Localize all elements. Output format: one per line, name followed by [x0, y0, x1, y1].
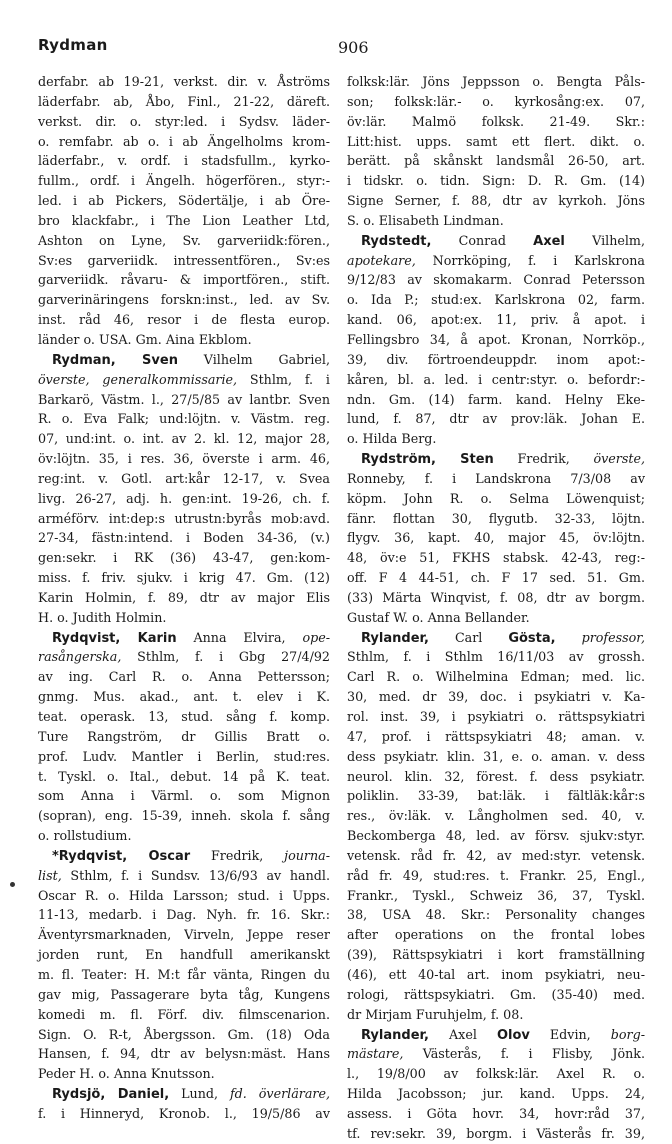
entry-text: garveriidk. råvaru- & importfören., stift.: [38, 272, 330, 288]
entry-text: kand. 06, apot:ex. 11, priv. å apot. i: [347, 312, 645, 328]
entry-text: gnmg. Mus. akad., ant. t. elev i K.: [38, 689, 330, 705]
text-line: [38, 905, 330, 925]
entry-text: lund, f. 87, dtr av prov:läk. Johan E.: [347, 411, 645, 427]
entry-text: rol. inst. 39, i psykiatri o. rättspsykiatri: [347, 709, 645, 724]
text-line: [347, 270, 645, 290]
entry-text: Karin Holmin, f. 89, dtr av major Elis: [38, 589, 330, 605]
text-line: [347, 1124, 645, 1144]
text-line: [38, 191, 330, 211]
text-line: [38, 72, 330, 92]
text-line: [38, 806, 330, 826]
text-line: [347, 925, 645, 945]
entry-text: Oscar R. o. Hilda Larsson; stud. i Upps.: [38, 887, 330, 903]
entry-text: son; folksk:lär.- o. kyrkosång:ex. 07,: [347, 93, 645, 109]
text-line: [347, 112, 645, 132]
page-number: 906: [338, 38, 369, 57]
entry-title-italic: ope-: [302, 629, 330, 645]
entry-text: gen:sekr. i RK (36) 43-47, gen:kom-: [38, 550, 330, 566]
right-column: [347, 72, 645, 1144]
entry-text: dess psykiatr. klin. 31, e. o. aman. v. dess: [347, 748, 645, 764]
entry-text: Äventyrsmarknaden, Virveln, Jeppe reser: [38, 927, 330, 943]
entry-headword-given: Axel: [533, 233, 565, 249]
entry-text: berätt. på skånskt landsmål 26-50, art.: [347, 153, 645, 169]
entry-first-line: [38, 628, 330, 648]
entry-text: kåren, bl. a. led. i centr:styr. o. befordr:-: [347, 371, 645, 387]
entry-text: off. F 4 44-51, ch. F 17 sed. 51. Gm.: [347, 570, 645, 586]
text-line: [347, 489, 645, 509]
entry-text: fänr. flottan 30, flygutb. 32-33, löjtn.: [347, 510, 645, 526]
text-line: [347, 191, 645, 211]
text-line: [38, 767, 330, 787]
text-line: [38, 429, 330, 449]
text-line: [38, 727, 330, 747]
text-line: [38, 290, 330, 310]
text-line: [38, 310, 330, 330]
entry-text: H. o. Judith Holmin.: [38, 609, 167, 625]
text-line: [347, 945, 645, 965]
text-line: [347, 211, 645, 231]
text-line: [38, 449, 330, 469]
text-line: [38, 251, 330, 271]
entry-text: komedi m. fl. Förf. div. filmscenarion.: [38, 1006, 330, 1022]
entry-text: Signe Serner, f. 88, dtr av kyrkoh. Jöns: [347, 193, 645, 209]
text-line: [347, 251, 645, 271]
entry-text: poliklin. 33-39, bat:läk. i fältläk:kår:s: [347, 788, 645, 804]
entry-text: läderfabr., v. ordf. i stadsfullm., kyrko-: [38, 153, 330, 169]
entry-headword-given: Olov: [496, 1027, 530, 1043]
text-line: [38, 1025, 330, 1045]
entry-text: f. i Hinneryd, Kronob. l., 19/5/86 av: [38, 1105, 330, 1121]
entry-text: after operations on the frontal lobes: [347, 927, 645, 943]
entry-text: led. i ab Pickers, Södertälje, i ab Öre-: [38, 193, 330, 209]
entry-title-italic: borg-: [610, 1026, 645, 1042]
text-line: [38, 886, 330, 906]
entry-text: 48, öv:e 51, FKHS stabsk. 42-43, reg:-: [347, 550, 645, 566]
entry-text: Ashton on Lyne, Sv. garveriidk:fören.,: [38, 232, 330, 248]
text-line: [347, 370, 645, 390]
entry-text: teat. operask. 13, stud. sång f. komp.: [38, 709, 330, 724]
entry-headword: Rydsjö, Daniel,: [52, 1087, 170, 1103]
text-line: [347, 1005, 645, 1025]
entry-text: Hilda Jacobsson; jur. kand. Upps. 24,: [347, 1086, 645, 1102]
text-line: [38, 747, 330, 767]
text-line: [347, 985, 645, 1005]
text-line: [347, 548, 645, 568]
entry-title-italic: överste, generalkommissarie,: [38, 371, 238, 387]
text-line: [38, 945, 330, 965]
running-head-word: Rydman: [38, 36, 108, 54]
text-line: [38, 687, 330, 707]
text-line: [38, 925, 330, 945]
entry-text: neurol. klin. 32, förest. f. dess psykiatr.: [347, 768, 645, 784]
entry-title-italic: rasångerska,: [38, 649, 122, 665]
text-line: [38, 528, 330, 548]
text-line: [38, 826, 330, 846]
entry-first-line: [38, 846, 330, 866]
text-line: [347, 905, 645, 925]
text-line: [38, 151, 330, 171]
entry-text: Beckomberga 48, led. av försv. sjukv:styr.: [347, 828, 645, 844]
text-line: [347, 92, 645, 112]
left-column: [38, 72, 330, 1124]
text-line: [347, 727, 645, 747]
entry-text: köpm. John R. o. Selma Löwenquist;: [347, 490, 645, 506]
entry-text: Carl R. o. Wilhelmina Edman; med. lic.: [347, 669, 645, 685]
entry-title-italic: list,: [38, 867, 62, 883]
text-line: [38, 608, 330, 628]
entry-headword: Rylander,: [361, 1027, 429, 1043]
entry-text: arméförv. int:dep:s utrustn:byrås mob:avd.: [38, 510, 330, 526]
entry-text: Lund,: [169, 1086, 219, 1102]
entry-text: Sthlm, f. i Sthlm 16/11/03 av grossh.: [347, 649, 645, 665]
entry-text: (39), Rättspsykiatri i kort framställning: [347, 947, 645, 963]
text-line: [38, 469, 330, 489]
text-line: [38, 231, 330, 251]
entry-text: o. Ida P.; stud:ex. Karlskrona 02, farm.: [347, 292, 645, 308]
text-line: [347, 866, 645, 886]
text-line: [347, 132, 645, 152]
text-line: [347, 846, 645, 866]
text-line: [347, 429, 645, 449]
text-line: [347, 290, 645, 310]
entry-text: m. fl. Teater: H. M:t får vänta, Ringen du: [38, 966, 330, 982]
margin-mark: [10, 882, 15, 887]
text-line: [347, 469, 645, 489]
entry-text: Vilhelm,: [564, 232, 645, 248]
entry-text: o. remfabr. ab o. i ab Ängelholms krom-: [38, 133, 330, 149]
entry-text: Ronneby, f. i Landskrona 7/3/08 av: [347, 470, 645, 486]
entry-text: jorden runt, En handfull amerikanskt: [38, 947, 330, 963]
entry-title-italic: fd. överlärare,: [218, 1086, 330, 1102]
entry-text: derfabr. ab 19-21, verkst. dir. v. Åströms: [38, 74, 330, 89]
entry-text: Fellingsbro 34, å apot. Kronan, Norrköp.,: [347, 331, 645, 347]
text-line: [347, 588, 645, 608]
entry-text: 07, und:int. o. int. av 2. kl. 12, major 28,: [38, 431, 330, 447]
entry-text: Carl: [428, 629, 509, 645]
text-line: [38, 390, 330, 410]
entry-text: länder o. USA. Gm. Aina Ekblom.: [38, 331, 252, 347]
entry-text: Västerås, f. i Flisby, Jönk.: [403, 1046, 645, 1062]
text-line: [38, 1044, 330, 1064]
entry-text: Gustaf W. o. Anna Bellander.: [347, 609, 530, 625]
entry-text: bro klackfabr., i The Lion Leather Ltd,: [38, 212, 330, 228]
text-line: [38, 1104, 330, 1124]
text-line: [347, 806, 645, 826]
entry-text: Barkarö, Västm. l., 27/5/85 av lantbr. Sven: [38, 391, 330, 407]
entry-text: 38, USA 48. Skr.: Personality changes: [347, 907, 645, 923]
entry-text: Conrad: [431, 232, 534, 248]
text-line: [347, 1084, 645, 1104]
text-line: [38, 568, 330, 588]
entry-text: [556, 630, 582, 645]
text-line: [38, 965, 330, 985]
entry-text: 30, med. dr 39, doc. i psykiatri v. Ka-: [347, 689, 645, 705]
text-line: [347, 528, 645, 548]
text-line: [38, 509, 330, 529]
entry-title-italic: apotekare,: [347, 252, 416, 268]
entry-first-line: [347, 628, 645, 648]
entry-text: Fredrik,: [190, 847, 285, 863]
entry-first-line: [38, 1084, 330, 1104]
entry-headword-given: Gösta,: [508, 630, 556, 646]
entry-text: Axel: [428, 1026, 497, 1042]
text-line: [38, 647, 330, 667]
entry-text: flygv. 36, kapt. 40, major 45, öv:löjtn.: [347, 530, 645, 546]
entry-title-italic: professor,: [581, 629, 645, 645]
entry-text: assess. i Göta hovr. 34, hovr:råd 37,: [347, 1105, 645, 1121]
text-line: [347, 568, 645, 588]
entry-text: fullm., ordf. i Ängelh. högerfören., styr:-: [38, 173, 330, 189]
entry-headword: Rydström, Sten: [361, 452, 494, 468]
text-line: [347, 390, 645, 410]
text-line: [38, 132, 330, 152]
entry-text: läderfabr. ab, Åbo, Finl., 21-22, däreft.: [38, 93, 330, 109]
entry-text: Frankr., Tyskl., Schweiz 36, 37, Tyskl.: [347, 887, 645, 903]
entry-text: Sthlm, f. i Gbg 27/4/92: [121, 649, 330, 665]
entry-text: (sopran), eng. 15-39, inneh. skola f. sång: [38, 808, 330, 824]
text-line: [347, 151, 645, 171]
entry-first-line: [347, 231, 645, 251]
text-line: [347, 707, 645, 727]
entry-text: öv:löjtn. 35, i res. 36, överste i arm. 46,: [38, 451, 330, 467]
entry-text: Litt:hist. upps. samt ett flert. dikt. o.: [347, 133, 645, 149]
entry-text: R. o. Eva Falk; und:löjtn. v. Västm. reg.: [38, 411, 330, 427]
entry-text: Sthlm, f. i Sundsv. 13/6/93 av handl.: [61, 867, 330, 883]
text-line: [38, 270, 330, 290]
entry-text: Sthlm, f. i: [237, 371, 330, 387]
text-line: [38, 92, 330, 112]
text-line: [347, 786, 645, 806]
text-line: [38, 211, 330, 231]
text-line: [347, 171, 645, 191]
text-line: [347, 767, 645, 787]
entry-title-italic: överste,: [593, 451, 645, 467]
text-line: [38, 985, 330, 1005]
entry-text: Vilhelm Gabriel,: [177, 351, 331, 367]
text-line: [38, 548, 330, 568]
entry-text: gav mig, Passagerare byta tåg, Kungens: [38, 986, 330, 1002]
entry-text: (46), ett 40-tal art. inom psykiatri, neu-: [347, 966, 645, 982]
entry-text: garverinäringens forskn:inst., led. av Sv.: [38, 292, 330, 308]
text-line: [38, 707, 330, 727]
text-line: [347, 886, 645, 906]
text-line: [347, 72, 645, 92]
text-line: [38, 409, 330, 429]
entry-text: i tidskr. o. tidn. Sign: D. R. Gm. (14): [347, 173, 645, 189]
entry-text: rologi, rättspsykiatri. Gm. (35-40) med.: [347, 986, 645, 1002]
entry-text: av ing. Carl R. o. Anna Pettersson;: [38, 669, 330, 685]
entry-text: Hansen, f. 94, dtr av belysn:mäst. Hans: [38, 1046, 330, 1062]
text-line: [347, 747, 645, 767]
text-line: [347, 1064, 645, 1084]
entry-text: Edvin,: [529, 1026, 611, 1042]
entry-text: råd fr. 49, stud:res. t. Frankr. 25, Engl.,: [347, 867, 645, 883]
entry-text: o. Hilda Berg.: [347, 431, 437, 447]
entry-text: Fredrik,: [493, 451, 594, 467]
entry-text: S. o. Elisabeth Lindman.: [347, 212, 504, 228]
entry-text: livg. 26-27, adj. h. gen:int. 19-26, ch. f.: [38, 490, 330, 506]
entry-first-line: [347, 1025, 645, 1045]
text-line: [38, 171, 330, 191]
entry-text: som Anna i Värml. o. som Mignon: [38, 788, 330, 804]
entry-text: 27-34, fästn:intend. i Boden 34-36, (v.): [38, 530, 330, 546]
text-line: [347, 965, 645, 985]
entry-headword: Rydstedt,: [361, 233, 432, 249]
entry-text: verkst. dir. o. styr:led. i Sydsv. läder-: [38, 113, 330, 129]
entry-headword: Rydqvist, Karin: [52, 630, 177, 646]
entry-text: Peder H. o. Anna Knutsson.: [38, 1066, 215, 1082]
text-line: [38, 786, 330, 806]
text-line: [347, 330, 645, 350]
text-line: [347, 350, 645, 370]
entry-text: Norrköping, f. i Karlskrona: [415, 252, 645, 268]
entry-text: 9/12/83 av skomakarm. Conrad Petersson: [347, 272, 645, 288]
entry-text: dr Mirjam Furuhjelm, f. 08.: [347, 1006, 524, 1022]
entry-text: Sv:es garveriidk. intressentfören., Sv:es: [38, 252, 330, 268]
entry-headword: Rydman, Sven: [52, 352, 178, 368]
text-line: [38, 866, 330, 886]
entry-title-italic: mästare,: [347, 1046, 404, 1062]
entry-text: res., öv:läk. v. Långholmen sed. 40, v.: [347, 808, 645, 824]
entry-text: (33) Märta Winqvist, f. 08, dtr av borgm.: [347, 589, 645, 605]
text-line: [347, 409, 645, 429]
text-line: [38, 588, 330, 608]
text-line: [38, 1064, 330, 1084]
entry-text: tf. rev:sekr. 39, borgm. i Västerås fr. 39,: [347, 1125, 645, 1141]
text-line: [347, 1044, 645, 1064]
text-line: [38, 489, 330, 509]
entry-first-line: [38, 350, 330, 370]
entry-headword: *Rydqvist, Oscar: [52, 848, 191, 864]
text-line: [347, 647, 645, 667]
text-line: [347, 509, 645, 529]
text-line: [347, 826, 645, 846]
entry-text: Ture Rangström, dr Gillis Bratt o.: [38, 728, 330, 744]
entry-text: ndn. Gm. (14) farm. kand. Helny Eke-: [347, 391, 645, 407]
entry-text: 11-13, medarb. i Dag. Nyh. fr. 16. Skr.:: [38, 907, 330, 923]
entry-text: Sign. O. R-t, Åbergsson. Gm. (18) Oda: [38, 1026, 330, 1042]
text-line: [38, 330, 330, 350]
text-line: [38, 370, 330, 390]
entry-text: 39, div. förtroendeuppdr. inom apot:-: [347, 351, 645, 367]
text-line: [347, 1104, 645, 1124]
entry-text: inst. råd 46, resor i de flesta europ.: [38, 312, 330, 328]
entry-text: folksk:lär. Jöns Jeppsson o. Bengta Påls-: [347, 74, 645, 89]
text-line: [347, 687, 645, 707]
entry-text: t. Tyskl. o. Ital., debut. 14 på K. teat.: [38, 768, 330, 784]
text-line: [347, 667, 645, 687]
entry-text: miss. f. friv. sjukv. i krig 47. Gm. (12): [38, 570, 330, 586]
entry-first-line: [347, 449, 645, 469]
text-line: [38, 1005, 330, 1025]
text-line: [38, 112, 330, 132]
entry-headword: Rylander,: [361, 630, 429, 646]
entry-text: l., 19/8/00 av folksk:lär. Axel R. o.: [347, 1066, 645, 1082]
entry-text: öv:lär. Malmö folksk. 21-49. Skr.:: [347, 113, 645, 129]
entry-title-italic: journa-: [284, 847, 330, 863]
entry-text: o. rollstudium.: [38, 828, 132, 844]
text-line: [347, 310, 645, 330]
running-head: [38, 36, 638, 60]
text-line: [38, 667, 330, 687]
text-line: [347, 608, 645, 628]
entry-text: prof. Ludv. Mantler i Berlin, stud:res.: [38, 748, 330, 764]
entry-text: 47, prof. i rättspsykiatri 48; aman. v.: [347, 728, 645, 744]
entry-text: vetensk. råd fr. 42, av med:styr. vetensk.: [347, 847, 645, 863]
entry-text: Anna Elvira,: [176, 629, 303, 645]
entry-text: reg:int. v. Gotl. art:kår 12-17, v. Svea: [38, 470, 330, 486]
